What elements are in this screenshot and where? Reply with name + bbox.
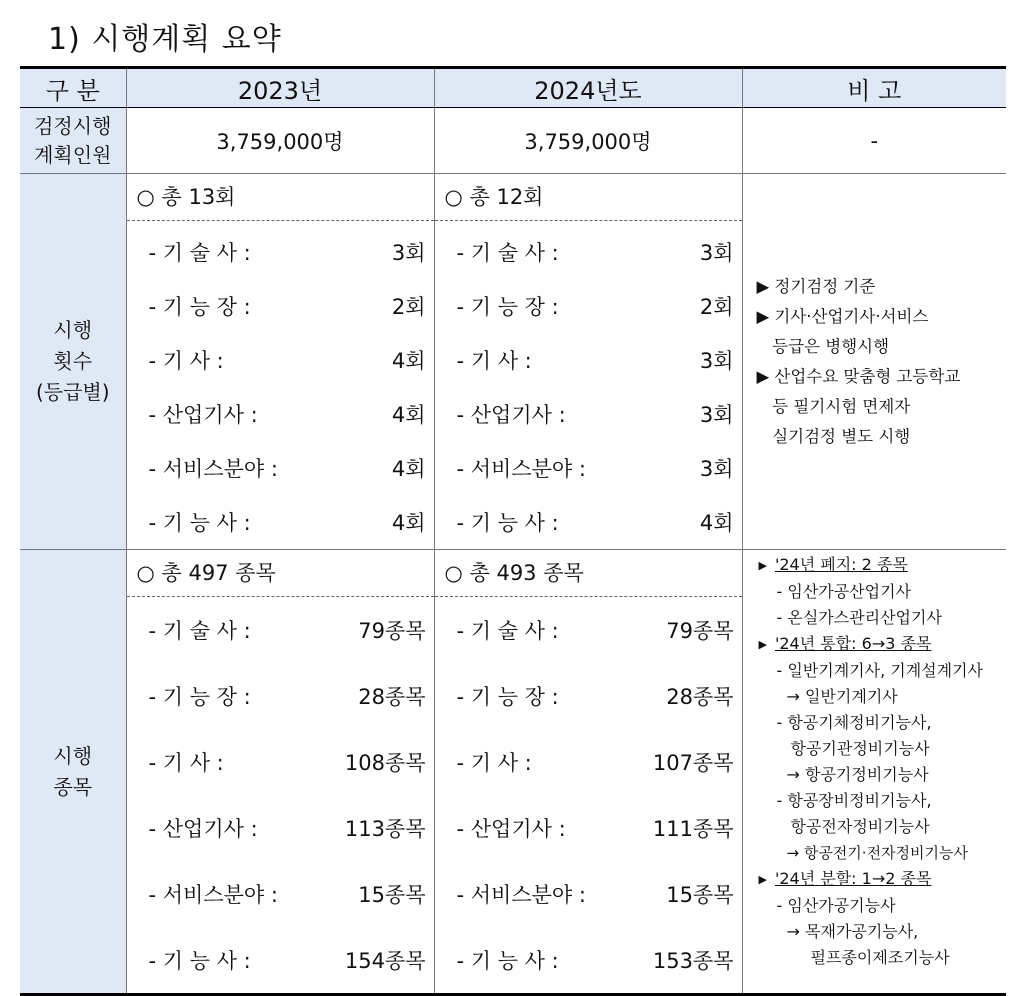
item-value: 108종목 [344, 751, 426, 775]
list-item [435, 861, 742, 927]
list-item [435, 729, 742, 795]
item-name: - 기 술 사 : [456, 619, 559, 643]
count-label-text: 시행 횟수 (등급별) [35, 318, 110, 404]
subjects-label-text: 시행 종목 [53, 743, 93, 799]
list-item [435, 279, 742, 333]
subjects-2023 [126, 550, 434, 995]
header-2023: 2023년 [126, 68, 434, 108]
merge-item: 항공전자정비기능사 [790, 817, 930, 836]
merge-item: - 항공기체정비기능사, [776, 713, 932, 732]
item-value: 154종목 [344, 949, 426, 973]
split-item: → 목재가공기능사, [786, 922, 919, 941]
abolish-item: - 온실가스관리산업기사 [776, 608, 942, 627]
item-value: 4회 [699, 511, 734, 535]
item-name: - 서비스분야 : [148, 883, 278, 907]
header-row [20, 68, 1006, 108]
item-name: - 기 능 장 : [456, 685, 559, 709]
list-item [127, 795, 434, 861]
abolish-head-text: '24년 폐지: 2 종목 [774, 555, 908, 574]
item-name: - 서비스분야 : [456, 457, 586, 481]
list-item [127, 441, 434, 495]
list-item [435, 387, 742, 441]
plan-row [20, 108, 1006, 174]
split-item: - 임산가공기능사 [776, 896, 896, 915]
list-item [435, 495, 742, 549]
merge-item: - 일반기계기사, 기계설계기사 [776, 661, 984, 680]
list-item [127, 927, 434, 993]
item-name: - 기 사 : [456, 349, 532, 373]
triangle-bullet-icon: ▶ [758, 559, 767, 572]
count-2023-total: ○ 총 13회 [127, 174, 434, 221]
count-2023 [126, 174, 434, 550]
item-value: 28종목 [666, 685, 734, 709]
count-note: 등 필기시험 면제자 [756, 396, 911, 416]
plan-2023: 3,759,000명 [126, 108, 434, 174]
split-item: 펄프종이제조기능사 [810, 948, 950, 967]
item-name: - 기 능 장 : [456, 295, 559, 319]
item-value: 3회 [391, 241, 426, 265]
list-item [127, 387, 434, 441]
item-value: 3회 [699, 349, 734, 373]
item-name: - 산업기사 : [148, 403, 258, 427]
split-head [759, 866, 1007, 893]
merge-item: → 항공전기·전자정비기능사 [786, 844, 968, 862]
count-note: 실기검정 별도 시행 [756, 426, 911, 446]
triangle-bullet-icon: ▶ [758, 638, 767, 651]
list-item [435, 333, 742, 387]
item-name: - 기 능 사 : [456, 511, 559, 535]
item-name: - 기 술 사 : [148, 241, 251, 265]
count-note: 등급은 병행시행 [756, 336, 890, 356]
item-value: 79종목 [358, 619, 426, 643]
item-name: - 산업기사 : [456, 817, 566, 841]
count-2023-list [127, 221, 434, 549]
subjects-2023-list [127, 597, 434, 993]
subjects-2024-total: ○ 총 493 종목 [435, 550, 742, 597]
merge-item: → 일반기계기사 [786, 687, 898, 706]
merge-item: 항공기관정비기능사 [790, 739, 930, 758]
item-value: 4회 [391, 511, 426, 535]
merge-head [759, 631, 1007, 658]
item-value: 3회 [699, 457, 734, 481]
header-remarks: 비 고 [742, 68, 1006, 108]
split-head-text: '24년 분할: 1→2 종목 [774, 869, 932, 888]
list-item [435, 663, 742, 729]
list-item [127, 663, 434, 729]
count-2024-list [435, 221, 742, 549]
item-name: - 기 사 : [148, 751, 224, 775]
item-name: - 서비스분야 : [148, 457, 278, 481]
subjects-label [20, 550, 126, 995]
item-name: - 기 능 사 : [148, 511, 251, 535]
list-item [127, 495, 434, 549]
item-value: 153종목 [652, 949, 734, 973]
item-value: 28종목 [358, 685, 426, 709]
item-name: - 기 능 장 : [148, 295, 251, 319]
item-value: 2회 [699, 295, 734, 319]
header-2024: 2024년도 [434, 68, 742, 108]
item-value: 3회 [699, 403, 734, 427]
list-item [127, 861, 434, 927]
item-name: - 기 술 사 : [456, 241, 559, 265]
item-name: - 기 능 장 : [148, 685, 251, 709]
item-name: - 산업기사 : [456, 403, 566, 427]
abolish-item: - 임산가공산업기사 [776, 582, 912, 601]
merge-item: → 항공기정비기능사 [786, 765, 929, 784]
merge-head-text: '24년 통합: 6→3 종목 [774, 634, 932, 653]
item-value: 111종목 [652, 817, 734, 841]
count-note: ▶ 정기검정 기준 [756, 276, 876, 296]
abolish-head [759, 552, 1007, 579]
count-note: ▶ 산업수요 맞춤형 고등학교 [756, 366, 961, 386]
list-item [435, 927, 742, 993]
item-name: - 기 술 사 : [148, 619, 251, 643]
subjects-row [20, 550, 1006, 995]
count-2024 [434, 174, 742, 550]
item-value: 113종목 [344, 817, 426, 841]
merge-item: - 항공장비정비기능사, [776, 791, 932, 810]
item-value: 3회 [699, 241, 734, 265]
item-name: - 기 능 사 : [456, 949, 559, 973]
triangle-bullet-icon: ▶ [758, 873, 767, 886]
plan-label-text: 검정시행 계획인원 [34, 113, 112, 167]
header-category: 구 분 [20, 68, 126, 108]
subjects-2024-list [435, 597, 742, 993]
count-note: ▶ 기사·산업기사·서비스 [756, 306, 929, 326]
item-value: 79종목 [666, 619, 734, 643]
list-item [435, 795, 742, 861]
list-item [127, 225, 434, 279]
list-item [127, 333, 434, 387]
list-item [127, 729, 434, 795]
list-item [435, 597, 742, 663]
subjects-notes [742, 550, 1006, 995]
plan-2024: 3,759,000명 [434, 108, 742, 174]
plan-label [20, 108, 126, 174]
item-value: 15종목 [666, 883, 734, 907]
section-title: 1) 시행계획 요약 [48, 22, 282, 57]
list-item [435, 441, 742, 495]
count-label [20, 174, 126, 550]
subjects-2023-total: ○ 총 497 종목 [127, 550, 434, 597]
item-value: 4회 [391, 403, 426, 427]
subjects-2024 [434, 550, 742, 995]
item-name: - 산업기사 : [148, 817, 258, 841]
item-value: 4회 [391, 349, 426, 373]
item-value: 4회 [391, 457, 426, 481]
plan-note: - [742, 108, 1006, 174]
item-value: 2회 [391, 295, 426, 319]
count-2024-total: ○ 총 12회 [435, 174, 742, 221]
count-notes [742, 174, 1006, 550]
list-item [435, 225, 742, 279]
item-value: 107종목 [652, 751, 734, 775]
count-row [20, 174, 1006, 550]
summary-table [20, 66, 1006, 996]
item-name: - 기 사 : [456, 751, 532, 775]
item-name: - 서비스분야 : [456, 883, 586, 907]
item-name: - 기 사 : [148, 349, 224, 373]
list-item [127, 597, 434, 663]
item-value: 15종목 [358, 883, 426, 907]
item-name: - 기 능 사 : [148, 949, 251, 973]
list-item [127, 279, 434, 333]
